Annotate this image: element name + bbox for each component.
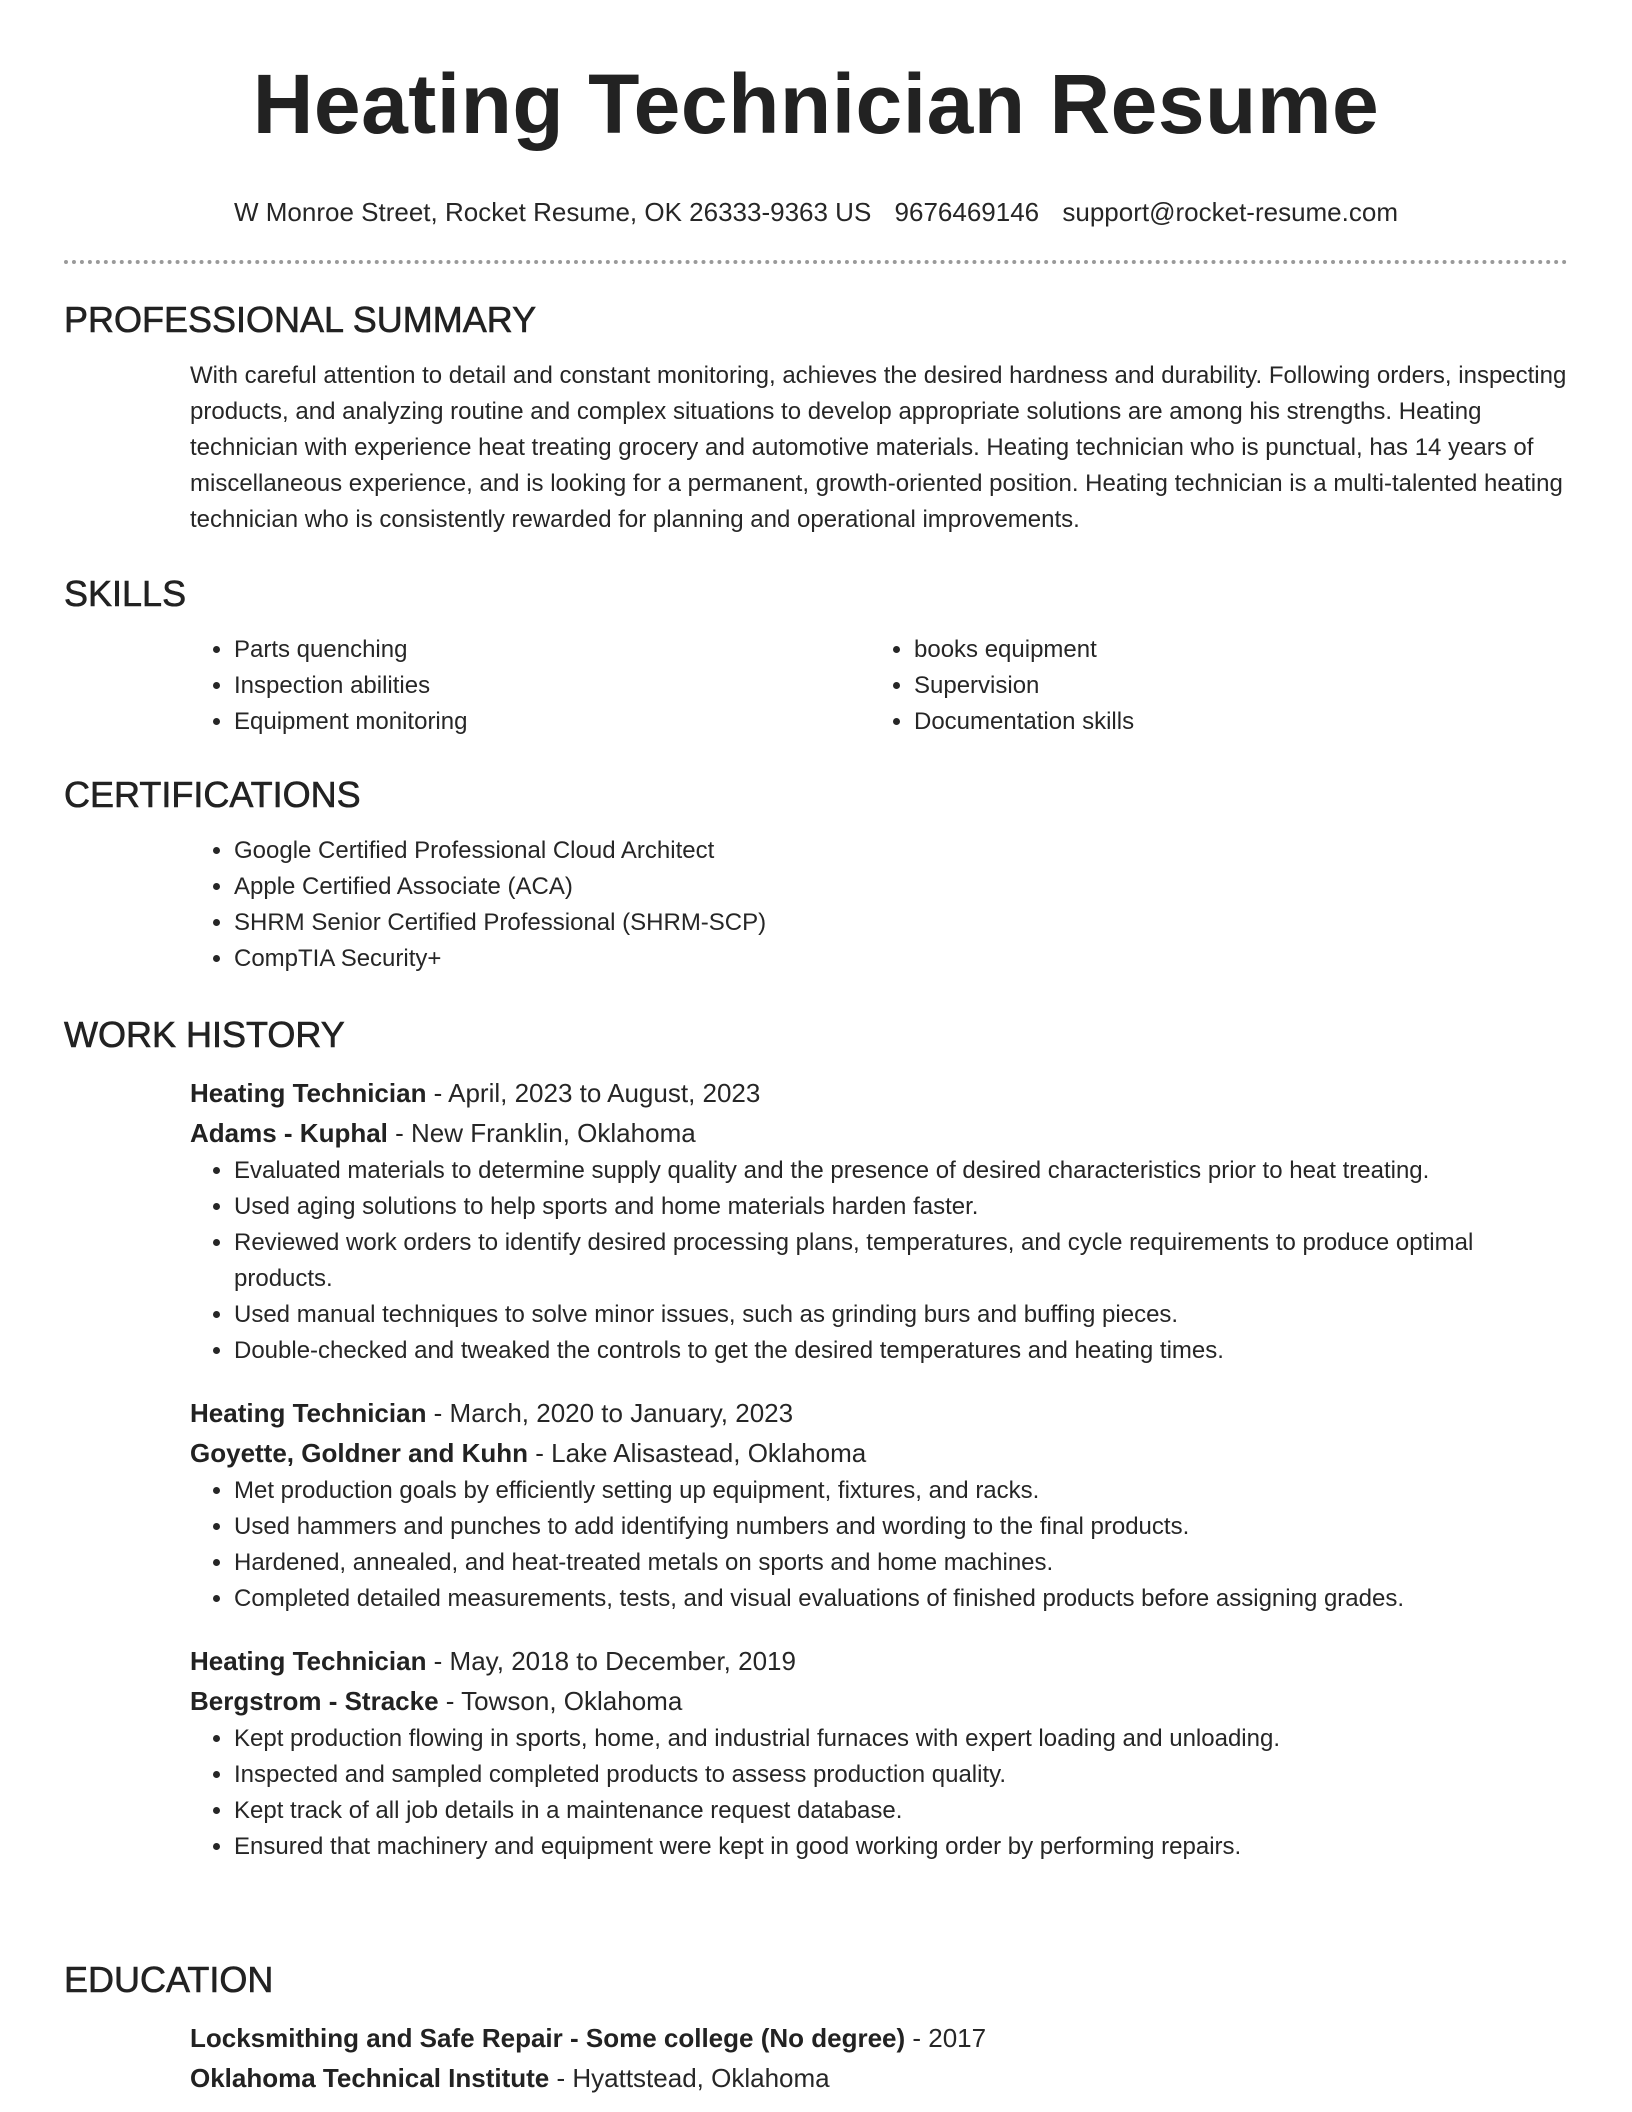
work-history-heading: WORK HISTORY: [64, 1014, 345, 1055]
certifications-heading: CERTIFICATIONS: [64, 774, 361, 815]
skill-item: • Documentation skills: [914, 704, 1550, 740]
certification-item: • Google Certified Professional Cloud Architect: [234, 833, 1568, 869]
job-duty-item: • Double-checked and tweaked the controls to get the desired temperatures and heating times.: [234, 1333, 1568, 1369]
summary-section: [64, 298, 1568, 538]
education-year: - 2017: [905, 2023, 987, 2053]
job-duty-item: • Hardened, annealed, and heat-treated metals on sports and home machines.: [234, 1545, 1568, 1581]
job-duty-item: • Used aging solutions to help sports and home materials harden faster.: [234, 1189, 1568, 1225]
job-title: Heating Technician: [190, 1646, 427, 1676]
summary-text: With careful attention to detail and constant monitoring, achieves the desired hardness and durability. Following orders, inspecting products, and analyzing routine and complex situations to develop appropriate solutions are among his strengths. Heating technician with experience heat treating grocery and automotive materials. Heating technician who is punctual, has 14 years of miscellaneous experience, and is looking for a permanent, growth-oriented position. Heating technician is a multi-talented heating technician who is consistently rewarded for planning and operational improvements.: [190, 362, 1567, 533]
contact-phone: 9676469146: [894, 197, 1040, 227]
job-duty-item: • Kept track of all job details in a maintenance request database.: [234, 1793, 1568, 1829]
education-heading: EDUCATION: [64, 1959, 274, 2000]
job-company-line: [190, 1433, 1568, 1473]
job-company: Goyette, Goldner and Kuhn: [190, 1438, 529, 1468]
certification-item: • Apple Certified Associate (ACA): [234, 869, 1568, 905]
job-duty-item: • Inspected and sampled completed products to assess production quality.: [234, 1757, 1568, 1793]
job-dates: - May, 2018 to December, 2019: [426, 1646, 796, 1676]
job-dates: - March, 2020 to January, 2023: [426, 1398, 794, 1428]
job-location: - Lake Alisastead, Oklahoma: [528, 1438, 867, 1468]
resume-title: Heating Technician Resume: [252, 57, 1380, 151]
job-title-line: [190, 1641, 1568, 1681]
resume-page: [64, 0, 1568, 2093]
skill-item: • Supervision: [914, 668, 1550, 704]
skills-grid: [190, 632, 1568, 740]
certifications-list: [190, 833, 1568, 977]
certification-item: • SHRM Senior Certified Professional (SHRM-SCP): [234, 905, 1568, 941]
job-entry: [190, 1393, 1568, 1617]
contact-email[interactable]: support@rocket-resume.com: [1062, 197, 1398, 227]
job-duty-item: • Used hammers and punches to add identifying numbers and wording to the final products.: [234, 1509, 1568, 1545]
education-location: - Hyattstead, Oklahoma: [549, 2063, 830, 2093]
contact-address: W Monroe Street, Rocket Resume, OK 26333-9363 US: [234, 197, 872, 227]
skills-section: [64, 572, 1568, 740]
job-duty-item: • Reviewed work orders to identify desired processing plans, temperatures, and cycle requirements to produce optimal products.: [234, 1225, 1568, 1297]
job-company: Adams - Kuphal: [190, 1118, 388, 1148]
skill-item: • books equipment: [914, 632, 1550, 668]
job-company: Bergstrom - Stracke: [190, 1686, 439, 1716]
education-section: [64, 1958, 1568, 2098]
job-duty-item: • Ensured that machinery and equipment were kept in good working order by performing repairs.: [234, 1829, 1568, 1865]
skill-item: • Parts quenching: [234, 632, 870, 668]
job-title-line: [190, 1393, 1568, 1433]
job-title-line: [190, 1073, 1568, 1113]
skill-item: • Equipment monitoring: [234, 704, 870, 740]
job-entry: [190, 1073, 1568, 1369]
header-divider: [64, 260, 1568, 264]
job-duty-item: • Used manual techniques to solve minor issues, such as grinding burs and buffing pieces.: [234, 1297, 1568, 1333]
skills-heading: SKILLS: [64, 573, 187, 614]
contact-line: [64, 194, 1568, 230]
job-title: Heating Technician: [190, 1398, 427, 1428]
job-dates: - April, 2023 to August, 2023: [426, 1078, 761, 1108]
job-duties-list: [190, 1153, 1568, 1369]
job-duty-item: • Met production goals by efficiently setting up equipment, fixtures, and racks.: [234, 1473, 1568, 1509]
skill-item: • Inspection abilities: [234, 668, 870, 704]
job-duty-item: • Completed detailed measurements, tests, and visual evaluations of finished products before assigning grades.: [234, 1581, 1568, 1617]
job-location: - New Franklin, Oklahoma: [387, 1118, 696, 1148]
skills-list-right: [870, 632, 1550, 740]
skills-list-left: [190, 632, 870, 740]
education-school: Oklahoma Technical Institute: [190, 2063, 550, 2093]
job-title: Heating Technician: [190, 1078, 427, 1108]
education-degree-line: [190, 2018, 1568, 2058]
work-history-section: [64, 1013, 1568, 1889]
job-company-line: [190, 1113, 1568, 1153]
certifications-section: [64, 773, 1568, 977]
job-entry: [190, 1641, 1568, 1865]
job-duties-list: [190, 1721, 1568, 1865]
education-degree: Locksmithing and Safe Repair - Some college (No degree): [190, 2023, 906, 2053]
job-duties-list: [190, 1473, 1568, 1617]
job-duty-item: • Kept production flowing in sports, home, and industrial furnaces with expert loading and unloading.: [234, 1721, 1568, 1757]
education-school-line: [190, 2058, 1568, 2098]
job-company-line: [190, 1681, 1568, 1721]
job-location: - Towson, Oklahoma: [438, 1686, 683, 1716]
summary-heading: PROFESSIONAL SUMMARY: [64, 299, 537, 340]
job-duty-item: • Evaluated materials to determine supply quality and the presence of desired characteristics prior to heat treating.: [234, 1153, 1568, 1189]
certification-item: • CompTIA Security+: [234, 941, 1568, 977]
